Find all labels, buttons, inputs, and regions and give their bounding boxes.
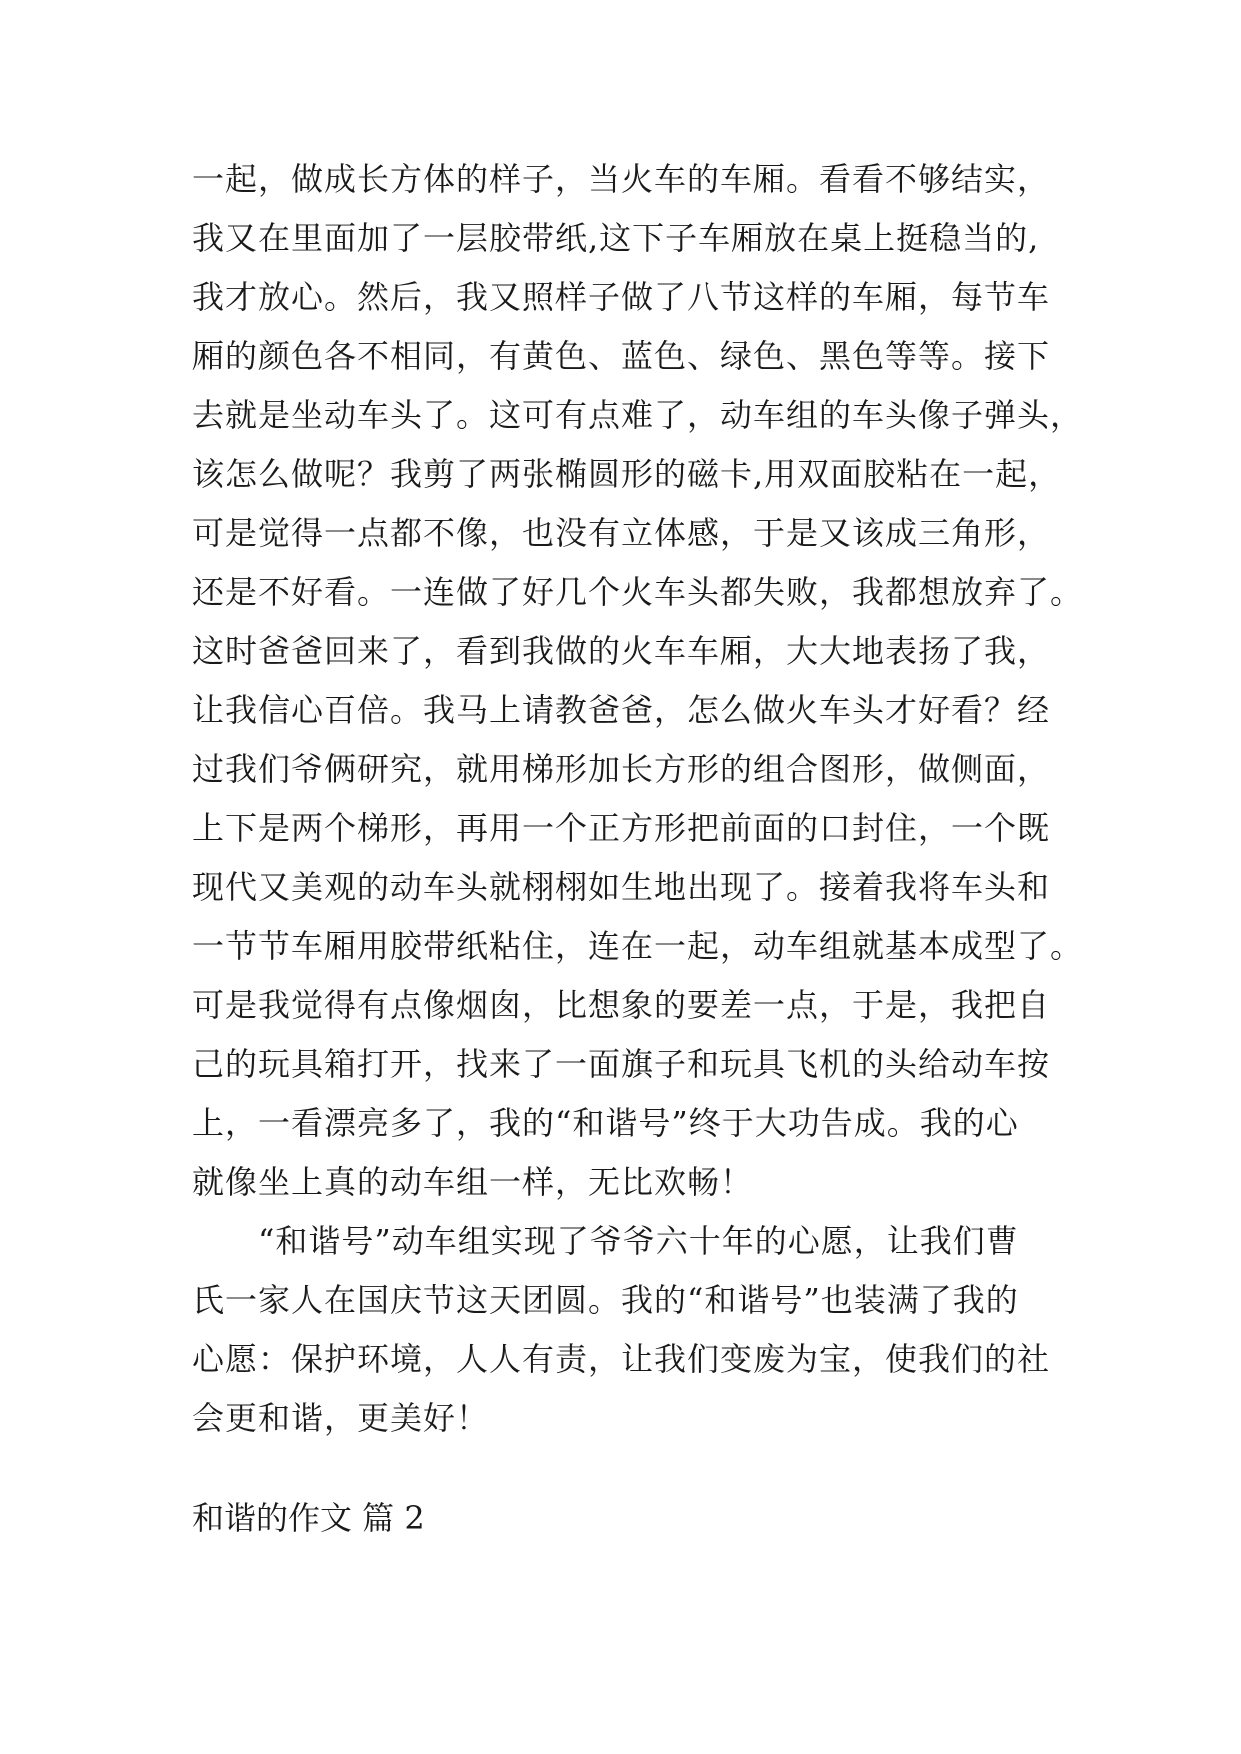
text-line: 就像坐上真的动车组一样，无比欢畅！ (192, 1163, 754, 1201)
essay-body (192, 150, 1092, 1448)
text-line: 该怎么做呢？我剪了两张椭圆形的磁卡,用双面胶粘在一起， (192, 455, 1062, 493)
text-line: 厢的颜色各不相同，有黄色、蓝色、绿色、黑色等等。接下 (192, 337, 1051, 375)
text-line: 可是我觉得有点像烟囱，比想象的要差一点，于是，我把自 (192, 986, 1051, 1024)
text-line: 上，一看漂亮多了，我的“和谐号”终于大功告成。我的心 (192, 1104, 1019, 1142)
text-line: 一节节车厢用胶带纸粘住，连在一起，动车组就基本成型了。 (192, 927, 1084, 965)
text-line: 一起，做成长方体的样子，当火车的车厢。看看不够结实， (192, 160, 1051, 198)
text-line: 去就是坐动车头了。这可有点难了，动车组的车头像子弹头， (192, 396, 1084, 434)
text-line: 会更和谐，更美好！ (192, 1399, 490, 1437)
text-line: 还是不好看。一连做了好几个火车头都失败，我都想放弃了。 (192, 573, 1084, 611)
text-line: “和谐号”动车组实现了爷爷六十年的心愿，让我们曹 (192, 1222, 1019, 1260)
text-line: 己的玩具箱打开，找来了一面旗子和玩具飞机的头给动车按 (192, 1045, 1051, 1083)
text-line: 现代又美观的动车头就栩栩如生地出现了。接着我将车头和 (192, 868, 1051, 906)
section-heading: 和谐的作文 篇 2 (192, 1499, 425, 1537)
text-line: 过我们爷俩研究，就用梯形加长方形的组合图形，做侧面， (192, 750, 1051, 788)
text-line: 让我信心百倍。我马上请教爸爸，怎么做火车头才好看？经 (192, 691, 1051, 729)
text-line: 心愿：保护环境，人人有责，让我们变废为宝，使我们的社 (192, 1340, 1051, 1378)
text-line: 这时爸爸回来了，看到我做的火车车厢，大大地表扬了我， (192, 632, 1051, 670)
text-line: 上下是两个梯形，再用一个正方形把前面的口封住，一个既 (192, 809, 1051, 847)
text-line: 我又在里面加了一层胶带纸,这下子车厢放在桌上挺稳当的, (192, 219, 1040, 257)
text-line: 我才放心。然后，我又照样子做了八节这样的车厢，每节车 (192, 278, 1051, 316)
text-line: 氏一家人在国庆节这天团圆。我的“和谐号”也装满了我的 (192, 1281, 1019, 1319)
text-line: 可是觉得一点都不像，也没有立体感，于是又该成三角形， (192, 514, 1051, 552)
